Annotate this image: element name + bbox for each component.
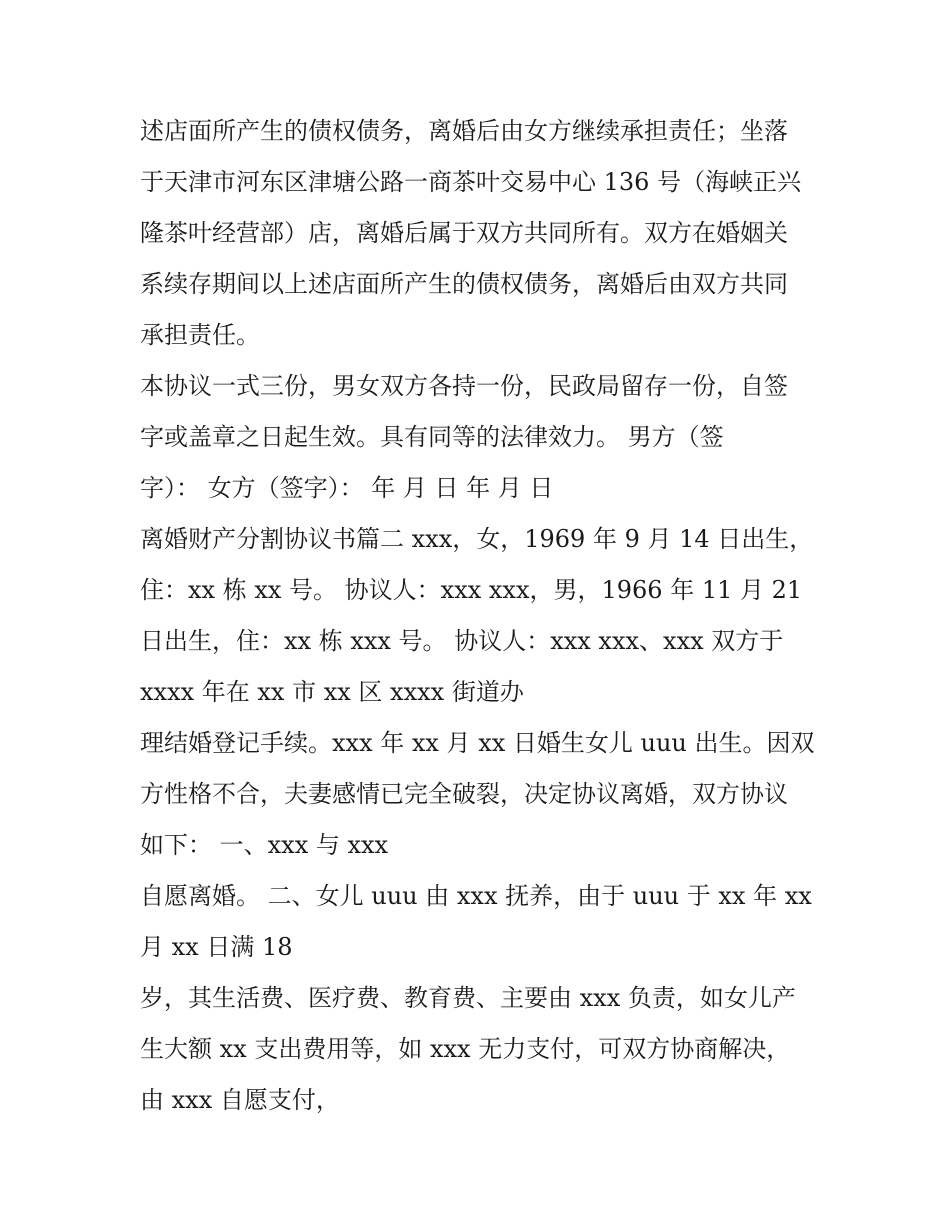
text-line: 住：xx 栋 xx 号。 协议人：xxx xxx，男，1966 年 11 月 21 [140, 576, 803, 604]
text-line: 隆茶叶经营部）店，离婚后属于双方共同所有。双方在婚姻关 [140, 219, 788, 247]
text-line: 承担责任。 [140, 321, 260, 349]
text-line: 本协议一式三份，男女双方各持一份，民政局留存一份，自签 [140, 372, 788, 400]
text-line: 字或盖章之日起生效。具有同等的法律效力。 男方（签 [140, 423, 724, 451]
text-line: 系续存期间以上述店面所产生的债权债务，离婚后由双方共同 [140, 270, 788, 298]
text-line: 由 xxx 自愿支付， [140, 1086, 340, 1114]
text-line: 岁，其生活费、医疗费、教育费、主要由 xxx 负责，如女儿产 [140, 984, 796, 1012]
text-line: xxxx 年在 xx 市 xx 区 xxxx 街道办 [140, 678, 524, 706]
text-line: 于天津市河东区津塘公路一商茶叶交易中心 136 号（海峡正兴 [140, 168, 802, 196]
text-line: 理结婚登记手续。xxx 年 xx 月 xx 日婚生女儿 uuu 出生。因双 [140, 729, 815, 757]
text-line: 月 xx 日满 18 [140, 933, 293, 961]
text-line: 方性格不合，夫妻感情已完全破裂，决定协议离婚，双方协议 [140, 780, 788, 808]
text-line: 生大额 xx 支出费用等，如 xxx 无力支付，可双方协商解决， [140, 1035, 791, 1063]
text-line: 自愿离婚。 二、女儿 uuu 由 xxx 抚养，由于 uuu 于 xx 年 xx [140, 882, 812, 910]
text-line: 如下： 一、xxx 与 xxx [140, 831, 389, 859]
text-line: 日出生，住：xx 栋 xxx 号。 协议人：xxx xxx、xxx 双方于 [140, 627, 784, 655]
document-body [140, 106, 830, 1126]
text-line: 离婚财产分割协议书篇二 xxx，女，1969 年 9 月 14 日出生， [140, 525, 814, 553]
text-line: 述店面所产生的债权债务，离婚后由女方继续承担责任；坐落 [140, 117, 788, 145]
text-line: 字）： 女方（签字）： 年 月 日 年 月 日 [140, 474, 554, 502]
